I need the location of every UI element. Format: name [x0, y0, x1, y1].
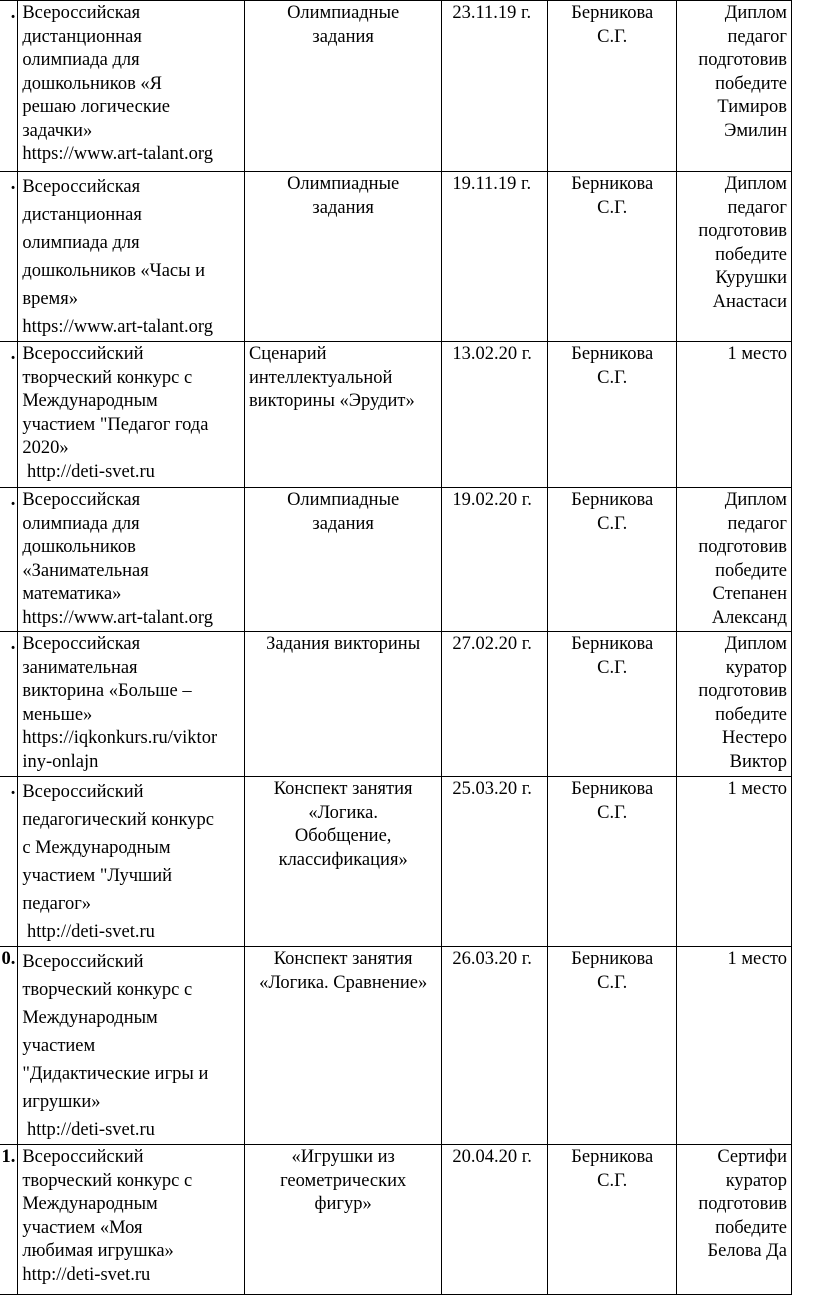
- date-cell: 19.02.20 г.: [442, 488, 548, 632]
- event-line: дошкольников: [22, 537, 136, 557]
- result-line: победите: [715, 704, 787, 725]
- work-line: Сценарий: [248, 344, 327, 364]
- event-cell: [18, 488, 245, 632]
- result-line: победите: [715, 244, 787, 265]
- event-line: любимая игрушка»: [22, 1241, 174, 1261]
- event-cell: [18, 342, 245, 488]
- work-line: задания: [312, 197, 374, 218]
- event-link: iny-onlajn: [22, 751, 99, 772]
- table-row: [0, 172, 792, 342]
- author-cell: [547, 947, 676, 1145]
- event-cell: [18, 632, 245, 777]
- event-link: https://www.art-talant.org: [22, 317, 213, 337]
- work-line: Олимпиадные: [287, 490, 400, 510]
- event-line: Всероссийский: [22, 1147, 144, 1167]
- event-line: Международным: [22, 1194, 158, 1214]
- table-body: [0, 1, 792, 1295]
- result-cell: [677, 488, 792, 632]
- work-line: Конспект занятия: [273, 779, 413, 799]
- event-link: http://deti-svet.ru: [22, 922, 155, 942]
- result-line: Виктор: [729, 751, 787, 772]
- event-line: олимпиада для: [22, 50, 140, 70]
- author-line: Берникова: [571, 779, 654, 799]
- event-line: занимательная: [22, 657, 138, 678]
- event-cell: [18, 777, 245, 947]
- author-line: С.Г.: [597, 1170, 628, 1191]
- event-link: https://iqkonkurs.ru/viktor: [22, 728, 218, 748]
- date-cell: 19.11.19 г.: [442, 172, 548, 342]
- event-line: олимпиада для: [22, 513, 140, 534]
- event-line: дистанционная: [22, 205, 142, 225]
- event-link: http://deti-svet.ru: [22, 1120, 155, 1140]
- event-line: 2020»: [22, 438, 69, 458]
- work-cell: [244, 777, 441, 947]
- author-cell: [547, 777, 676, 947]
- event-line: Всероссийский: [22, 344, 144, 364]
- result-line: победите: [715, 560, 787, 581]
- work-cell: [244, 172, 441, 342]
- work-cell: [244, 488, 441, 632]
- event-line: «Занимательная: [22, 560, 149, 581]
- work-cell: [244, 1, 441, 172]
- author-line: Берникова: [571, 1147, 654, 1167]
- result-cell: [677, 342, 792, 488]
- event-line: творческий конкурс с: [22, 1170, 193, 1191]
- row-number: .: [0, 488, 18, 632]
- work-cell: [244, 1145, 441, 1295]
- event-line: Всероссийская: [22, 3, 141, 23]
- date-cell: 26.03.20 г.: [442, 947, 548, 1145]
- result-line: победите: [715, 1217, 787, 1238]
- result-line: Диплом: [724, 490, 787, 510]
- author-line: С.Г.: [597, 657, 628, 678]
- event-line: творческий конкурс с: [22, 367, 193, 388]
- table-row: [0, 947, 792, 1145]
- date-cell: 13.02.20 г.: [442, 342, 548, 488]
- event-line: меньше»: [22, 704, 93, 725]
- work-cell: [244, 947, 441, 1145]
- author-cell: [547, 172, 676, 342]
- author-line: С.Г.: [597, 513, 628, 534]
- event-line: участием «Моя: [22, 1217, 143, 1238]
- result-line: Тимиров: [717, 97, 787, 117]
- work-line: интеллектуальной: [248, 367, 393, 388]
- row-number: .: [0, 172, 18, 342]
- event-link: https://www.art-talant.org: [22, 144, 213, 164]
- event-line: Всероссийская: [22, 634, 141, 654]
- event-line: Всероссийская: [22, 177, 141, 197]
- author-line: С.Г.: [597, 197, 628, 218]
- author-line: Берникова: [571, 490, 654, 510]
- result-cell: [677, 172, 792, 342]
- row-number: 1.: [0, 1145, 18, 1295]
- author-cell: [547, 488, 676, 632]
- author-cell: [547, 1145, 676, 1295]
- result-line: Диплом: [724, 634, 787, 654]
- author-line: С.Г.: [597, 367, 628, 388]
- event-line: Международным: [22, 391, 158, 411]
- author-line: Берникова: [571, 344, 654, 364]
- work-line: задания: [312, 26, 374, 47]
- event-line: участием "Лучший: [22, 866, 173, 886]
- result-cell: [677, 632, 792, 777]
- result-line: педагог: [727, 26, 787, 47]
- result-line: подготовив: [698, 221, 787, 241]
- event-line: викторина «Больше –: [22, 681, 192, 701]
- row-number: .: [0, 342, 18, 488]
- date-cell: 23.11.19 г.: [442, 1, 548, 172]
- result-line: Александ: [711, 607, 787, 628]
- result-line: 1 место: [727, 949, 787, 969]
- event-line: решаю логические: [22, 97, 170, 117]
- author-line: Берникова: [571, 634, 654, 654]
- table-row: [0, 632, 792, 777]
- result-line: куратор: [725, 1170, 787, 1191]
- result-line: 1 место: [727, 779, 787, 799]
- result-line: Нестеро: [721, 728, 787, 748]
- result-line: Анастаси: [712, 291, 787, 312]
- event-line: задачки»: [22, 120, 93, 141]
- date-cell: 20.04.20 г.: [442, 1145, 548, 1295]
- result-line: Степанен: [712, 584, 787, 604]
- row-number: .: [0, 632, 18, 777]
- event-line: математика»: [22, 584, 122, 604]
- result-line: Сертифи: [717, 1147, 787, 1167]
- author-cell: [547, 632, 676, 777]
- result-line: Курушки: [715, 268, 787, 288]
- result-line: подготовив: [698, 1194, 787, 1214]
- result-cell: [677, 947, 792, 1145]
- work-line: «Игрушки из: [291, 1147, 395, 1167]
- result-cell: [677, 1, 792, 172]
- event-line: дистанционная: [22, 26, 142, 47]
- event-line: дошкольников «Я: [22, 73, 163, 94]
- author-line: Берникова: [571, 949, 654, 969]
- event-line: игрушки»: [22, 1092, 101, 1112]
- author-line: С.Г.: [597, 972, 628, 993]
- event-cell: [18, 1, 245, 172]
- result-line: Белова Да: [707, 1241, 787, 1261]
- row-number: .: [0, 777, 18, 947]
- date-cell: 27.02.20 г.: [442, 632, 548, 777]
- author-cell: [547, 1, 676, 172]
- result-line: подготовив: [698, 537, 787, 557]
- result-line: педагог: [727, 197, 787, 218]
- author-line: Берникова: [571, 174, 654, 194]
- work-line: классификация»: [278, 849, 408, 870]
- event-line: Всероссийская: [22, 490, 141, 510]
- event-link: http://deti-svet.ru: [22, 461, 155, 482]
- event-line: с Международным: [22, 838, 171, 858]
- event-line: педагогический конкурс: [22, 810, 214, 830]
- author-line: С.Г.: [597, 26, 628, 47]
- work-line: викторины «Эрудит»: [248, 391, 415, 411]
- table-row: [0, 342, 792, 488]
- work-line: Обобщение,: [294, 826, 392, 846]
- work-line: фигур»: [314, 1194, 372, 1214]
- work-line: «Логика. Сравнение»: [259, 972, 428, 993]
- event-line: дошкольников «Часы и: [22, 261, 206, 281]
- work-cell: [244, 342, 441, 488]
- event-cell: [18, 1145, 245, 1295]
- event-line: олимпиада для: [22, 233, 140, 253]
- event-line: Всероссийский: [22, 782, 144, 802]
- result-cell: [677, 1145, 792, 1295]
- result-line: 1 место: [727, 344, 787, 364]
- result-line: педагог: [727, 513, 787, 534]
- author-line: Берникова: [571, 3, 654, 23]
- work-line: Конспект занятия: [273, 949, 413, 969]
- author-line: С.Г.: [597, 802, 628, 823]
- row-number: 0.: [0, 947, 18, 1145]
- table-row: [0, 1, 792, 172]
- date-cell: 25.03.20 г.: [442, 777, 548, 947]
- event-line: участием: [22, 1036, 96, 1056]
- table-row: [0, 488, 792, 632]
- result-line: Диплом: [724, 174, 787, 194]
- result-line: подготовив: [698, 50, 787, 70]
- result-cell: [677, 777, 792, 947]
- result-line: Эмилин: [724, 120, 787, 141]
- work-line: Олимпиадные: [287, 3, 400, 23]
- result-line: победите: [715, 73, 787, 94]
- event-link: https://www.art-talant.org: [22, 607, 213, 628]
- event-link: http://deti-svet.ru: [22, 1264, 151, 1285]
- row-number: .: [0, 1, 18, 172]
- work-line: Олимпиадные: [287, 174, 400, 194]
- table-row: [0, 1145, 792, 1295]
- event-line: участием "Педагог года: [22, 414, 209, 435]
- event-line: педагог»: [22, 894, 92, 914]
- author-cell: [547, 342, 676, 488]
- table-row: [0, 777, 792, 947]
- event-line: творческий конкурс с: [22, 980, 193, 1000]
- event-line: время»: [22, 289, 79, 309]
- result-line: Диплом: [724, 3, 787, 23]
- event-line: Всероссийский: [22, 952, 144, 972]
- event-cell: [18, 172, 245, 342]
- event-line: Международным: [22, 1008, 158, 1028]
- work-line: «Логика.: [308, 802, 378, 823]
- result-line: куратор: [725, 657, 787, 678]
- event-line: "Дидактические игры и: [22, 1064, 209, 1084]
- work-cell: [244, 632, 441, 777]
- result-line: подготовив: [698, 681, 787, 701]
- event-cell: [18, 947, 245, 1145]
- work-line: задания: [312, 513, 374, 534]
- work-line: геометрических: [280, 1170, 407, 1191]
- work-line: Задания викторины: [266, 634, 421, 654]
